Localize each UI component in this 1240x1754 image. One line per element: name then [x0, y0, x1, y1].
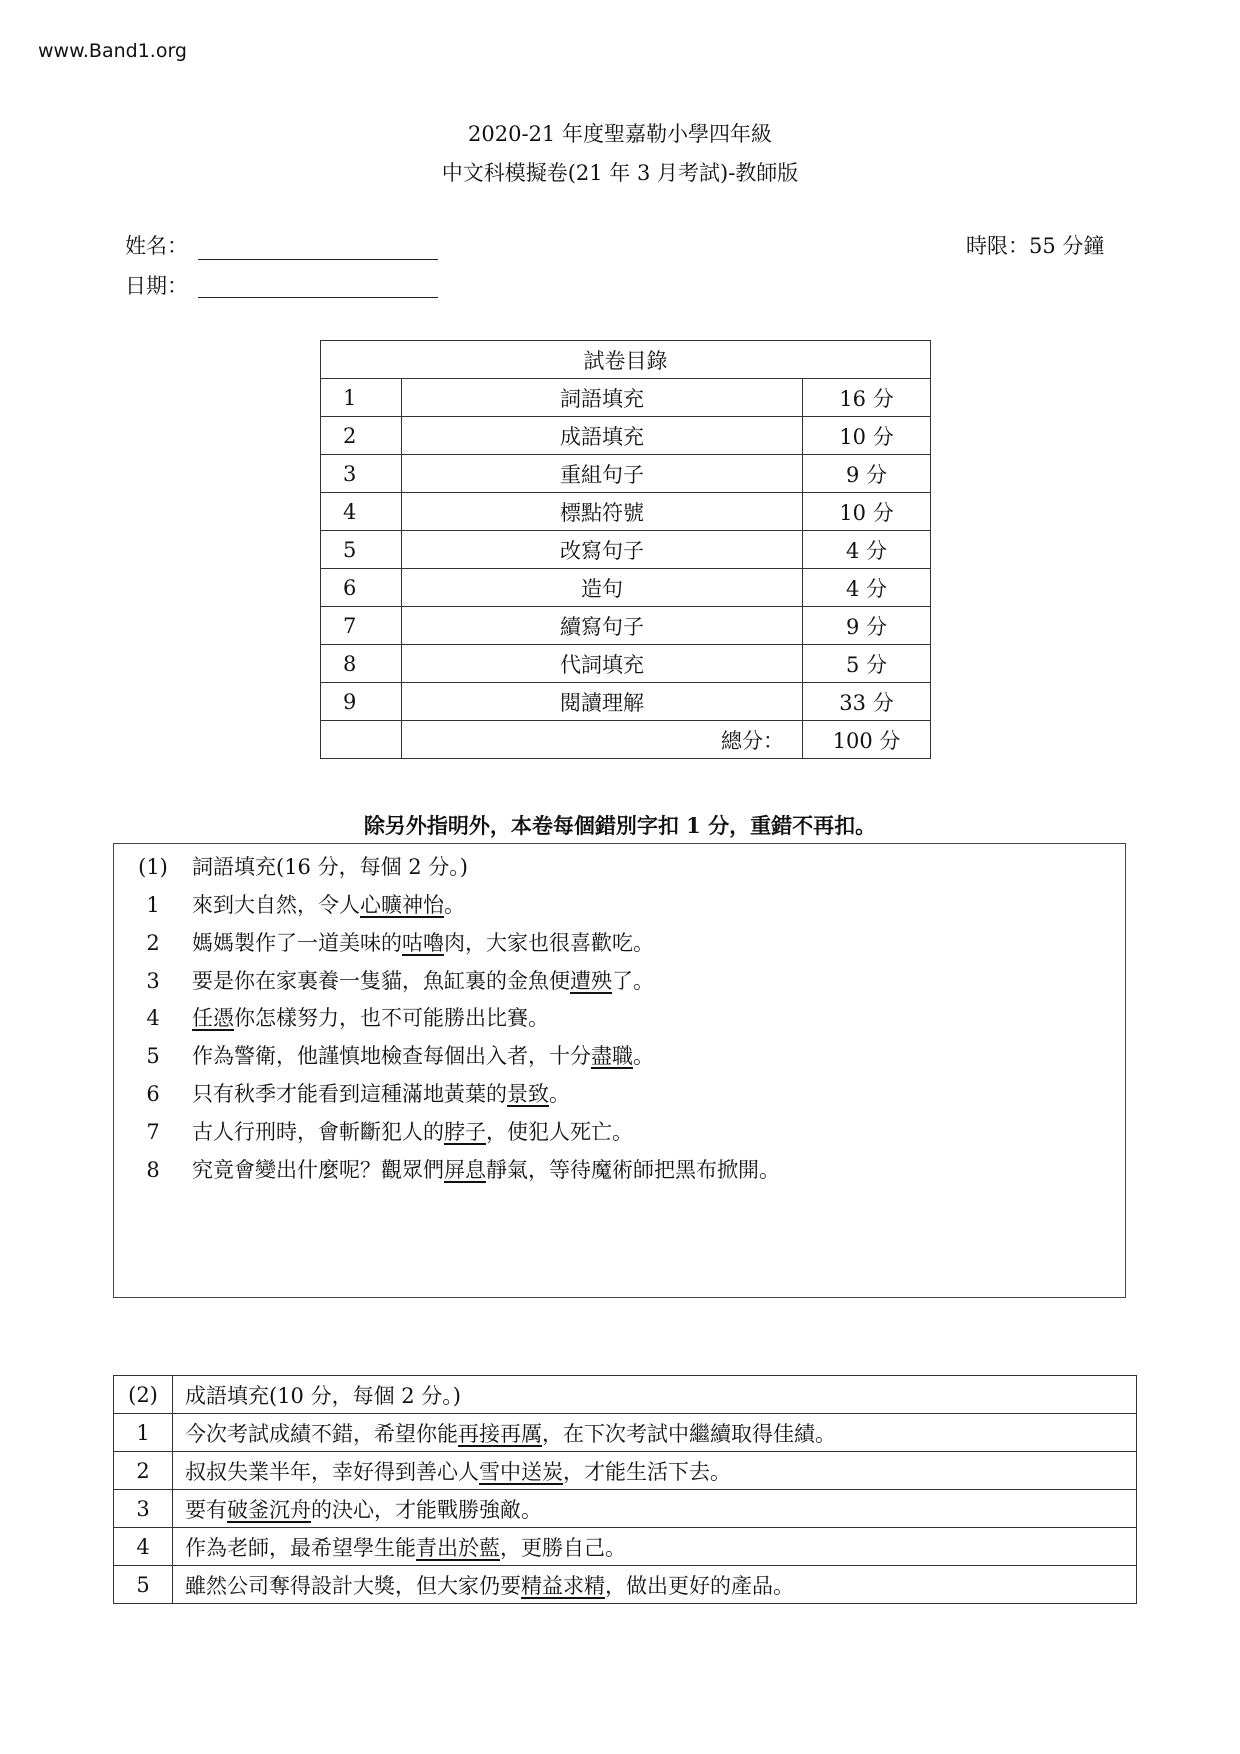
sentence-text: 。 — [444, 893, 465, 917]
section-name: 造句 — [402, 569, 803, 607]
section-number: 2 — [321, 417, 402, 455]
sentence-text: 。 — [633, 1044, 654, 1069]
sentence-text: ，在下次考試中繼續取得佳績。 — [542, 1421, 836, 1446]
section-name: 代詞填充 — [402, 645, 803, 683]
item-sentence — [173, 1414, 1137, 1452]
question-2-table — [113, 1375, 1137, 1604]
sentence-text: 的決心，才能戰勝強敵。 — [311, 1497, 542, 1522]
question-1-heading — [114, 848, 468, 886]
question-item — [114, 1075, 570, 1113]
sentence-text: 叔叔失業半年，幸好得到善心人 — [185, 1459, 479, 1484]
answer-text: 盡職 — [591, 1044, 633, 1069]
sentence-text: ，更勝自己。 — [500, 1535, 626, 1560]
contents-title: 試卷目錄 — [321, 341, 931, 379]
watermark-url: www.Band1.org — [38, 40, 187, 62]
section-name: 詞語填充 — [402, 379, 803, 417]
exam-subtitle: 中文科模擬卷(21 年 3 月考試)-教師版 — [441, 161, 799, 185]
question-item — [114, 1452, 1137, 1490]
answer-text: 屏息 — [444, 1157, 486, 1182]
item-number: 5 — [146, 1044, 160, 1069]
date-field[interactable] — [198, 296, 438, 298]
item-sentence — [173, 1490, 1137, 1528]
question-item — [114, 962, 654, 1000]
answer-text: 景致 — [507, 1082, 549, 1106]
section-name: 續寫句子 — [402, 607, 803, 645]
name-label: 姓名： — [125, 234, 188, 258]
question-item — [114, 1037, 654, 1075]
item-number: 3 — [114, 1490, 173, 1528]
section-score: 10 分 — [803, 493, 931, 531]
section-number: 6 — [321, 569, 402, 607]
sentence-text: 雖然公司奪得設計大獎，但大家仍要 — [185, 1573, 521, 1598]
answer-text: 脖子 — [444, 1119, 486, 1144]
item-sentence — [173, 1566, 1137, 1604]
sentence-text: ，使犯人死亡。 — [486, 1119, 633, 1144]
item-number: 2 — [146, 930, 160, 955]
sentence-text: 古人行刑時，會斬斷犯人的 — [192, 1119, 444, 1144]
section-name: 成語填充 — [402, 417, 803, 455]
name-field[interactable] — [198, 258, 438, 260]
item-sentence — [173, 1528, 1137, 1566]
item-number: 2 — [114, 1452, 173, 1490]
answer-text: 咕嚕 — [402, 930, 444, 955]
sentence-text: 只有秋季才能看到這種滿地黃葉的 — [192, 1082, 507, 1106]
question-item — [114, 1113, 633, 1151]
sentence-text: 了。 — [612, 968, 654, 993]
exam-title: 2020-21 年度聖嘉勒小學四年級 — [468, 122, 772, 146]
item-number: 8 — [146, 1157, 160, 1182]
empty-cell — [321, 721, 402, 759]
contents-row — [321, 569, 931, 607]
contents-row — [321, 417, 931, 455]
question-item — [114, 999, 549, 1037]
question-number: (1) — [138, 855, 168, 879]
answer-text: 雪中送炭 — [479, 1459, 563, 1484]
question-item — [114, 1151, 780, 1189]
question-1-box — [113, 843, 1126, 1298]
question-item — [114, 1528, 1137, 1566]
sentence-text: 要是你在家裏養一隻貓，魚缸裏的金魚便 — [192, 968, 570, 993]
section-number: 1 — [321, 379, 402, 417]
sentence-text: ，做出更好的產品。 — [605, 1573, 794, 1598]
section-score: 9 分 — [803, 455, 931, 493]
answer-text: 青出於藍 — [416, 1535, 500, 1560]
answer-text: 心曠神怡 — [360, 893, 444, 917]
section-score: 16 分 — [803, 379, 931, 417]
item-number: 4 — [146, 1006, 160, 1031]
sentence-text: ，才能生活下去。 — [563, 1459, 731, 1484]
section-number: 5 — [321, 531, 402, 569]
section-name: 重組句子 — [402, 455, 803, 493]
marking-note: 除另外指明外，本卷每個錯別字扣 1 分，重錯不再扣。 — [363, 813, 877, 838]
total-score: 100 分 — [803, 721, 931, 759]
item-number: 6 — [146, 1082, 160, 1106]
item-number: 1 — [114, 1414, 173, 1452]
answer-text: 破釜沉舟 — [227, 1497, 311, 1522]
item-number: 4 — [114, 1528, 173, 1566]
contents-row — [321, 455, 931, 493]
item-number: 1 — [146, 893, 160, 917]
section-number: 9 — [321, 683, 402, 721]
contents-row — [321, 645, 931, 683]
question-item — [114, 1490, 1137, 1528]
section-name: 標點符號 — [402, 493, 803, 531]
sentence-text: 究竟會變出什麼呢？觀眾們 — [192, 1157, 444, 1182]
section-number: 7 — [321, 607, 402, 645]
answer-text: 任憑 — [192, 1006, 234, 1031]
question-item — [114, 886, 465, 924]
item-number: 3 — [146, 968, 160, 993]
section-number: 3 — [321, 455, 402, 493]
time-limit: 時限：55 分鐘 — [966, 234, 1105, 258]
section-score: 10 分 — [803, 417, 931, 455]
section-score: 9 分 — [803, 607, 931, 645]
sentence-text: 作為老師，最希望學生能 — [185, 1535, 416, 1560]
sentence-text: 來到大自然，令人 — [192, 893, 360, 917]
sentence-text: 今次考試成績不錯，希望你能 — [185, 1421, 458, 1446]
answer-text: 遭殃 — [570, 968, 612, 993]
sentence-text: 肉，大家也很喜歡吃。 — [444, 930, 654, 955]
section-number: 4 — [321, 493, 402, 531]
sentence-text: 你怎樣努力，也不可能勝出比賽。 — [234, 1006, 549, 1031]
section-score: 33 分 — [803, 683, 931, 721]
answer-text: 精益求精 — [521, 1573, 605, 1598]
question-title: 詞語填充(16 分，每個 2 分。) — [192, 855, 468, 879]
contents-row — [321, 379, 931, 417]
question-2-heading — [114, 1376, 1137, 1414]
sentence-text: 。 — [549, 1082, 570, 1106]
section-score: 4 分 — [803, 569, 931, 607]
question-item — [114, 1566, 1137, 1604]
contents-total-row — [321, 721, 931, 759]
contents-row — [321, 607, 931, 645]
date-label: 日期： — [125, 274, 188, 298]
question-item — [114, 1414, 1137, 1452]
sentence-text: 要有 — [185, 1497, 227, 1522]
section-score: 5 分 — [803, 645, 931, 683]
contents-row — [321, 493, 931, 531]
answer-text: 再接再厲 — [458, 1421, 542, 1446]
section-number: 8 — [321, 645, 402, 683]
contents-row — [321, 683, 931, 721]
contents-row — [321, 531, 931, 569]
sentence-text: 靜氣，等待魔術師把黑布掀開。 — [486, 1157, 780, 1182]
item-sentence — [173, 1452, 1137, 1490]
section-name: 閱讀理解 — [402, 683, 803, 721]
sentence-text: 作為警衛，他謹慎地檢查每個出入者，十分 — [192, 1044, 591, 1069]
question-number: (2) — [114, 1376, 173, 1414]
sentence-text: 媽媽製作了一道美味的 — [192, 930, 402, 955]
total-label: 總分： — [402, 721, 803, 759]
question-item — [114, 924, 654, 962]
item-number: 7 — [146, 1119, 160, 1144]
section-score: 4 分 — [803, 531, 931, 569]
question-title: 成語填充(10 分，每個 2 分。) — [173, 1376, 1137, 1414]
contents-table — [320, 340, 931, 759]
section-name: 改寫句子 — [402, 531, 803, 569]
item-number: 5 — [114, 1566, 173, 1604]
